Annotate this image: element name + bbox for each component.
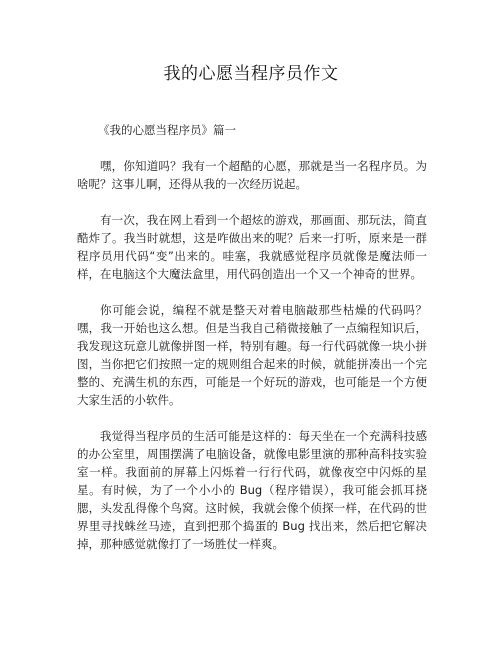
page-title: 我的心愿当程序员作文: [163, 64, 339, 84]
section-heading: 《我的心愿当程序员》篇一: [98, 123, 236, 137]
paragraph-2: 有一次，我在网上看到一个超炫的游戏，那画面、那玩法，简直酷炸了。我当时就想，这是咋做出来的呢？后来一打听，原来是一群程序员用代码“变”出来的。哇塞，我就感觉程序员就像是魔法师一样，在电脑这个大魔法盒里，用代码创造出一个又一个神奇的世界。: [77, 213, 427, 281]
paragraph-3: 你可能会说，编程不就是整天对着电脑敲那些枯燥的代码吗？嘿，我一开始也这么想。但是当我自己稍微接触了一点编程知识后，我发现这玩意儿就像拼图一样，特别有趣。每一行代码就像一块小拼图，当你把它们按照一定的规则组合起来的时候，就能拼凑出一个完整的、充满生机的东西，可能是一个好玩的游戏，也可能是一个方便大家生活的小软件。: [77, 303, 427, 407]
paragraph-4: 我觉得当程序员的生活可能是这样的：每天坐在一个充满科技感的办公室里，周围摆满了电脑设备，就像电影里演的那种高科技实验室一样。我面前的屏幕上闪烁着一行行代码，就像夜空中闪烁的星星。有时候，为了一个小小的 Bug（程序错误），我可能会抓耳挠腮，头发乱得像个鸟窝。这时候，我就会像个侦探一样，在代码的世界里寻找蛛丝马迹，直到把那个捣蛋的 Bug 找出来，然后把它解决掉，那种感觉就像打了一场胜仗一样爽。: [77, 429, 427, 551]
paragraph-1: 嘿，你知道吗？我有一个超酷的心愿，那就是当一名程序员。为啥呢？这事儿啊，还得从我的一次经历说起。: [77, 159, 427, 191]
document-body: [77, 121, 427, 571]
